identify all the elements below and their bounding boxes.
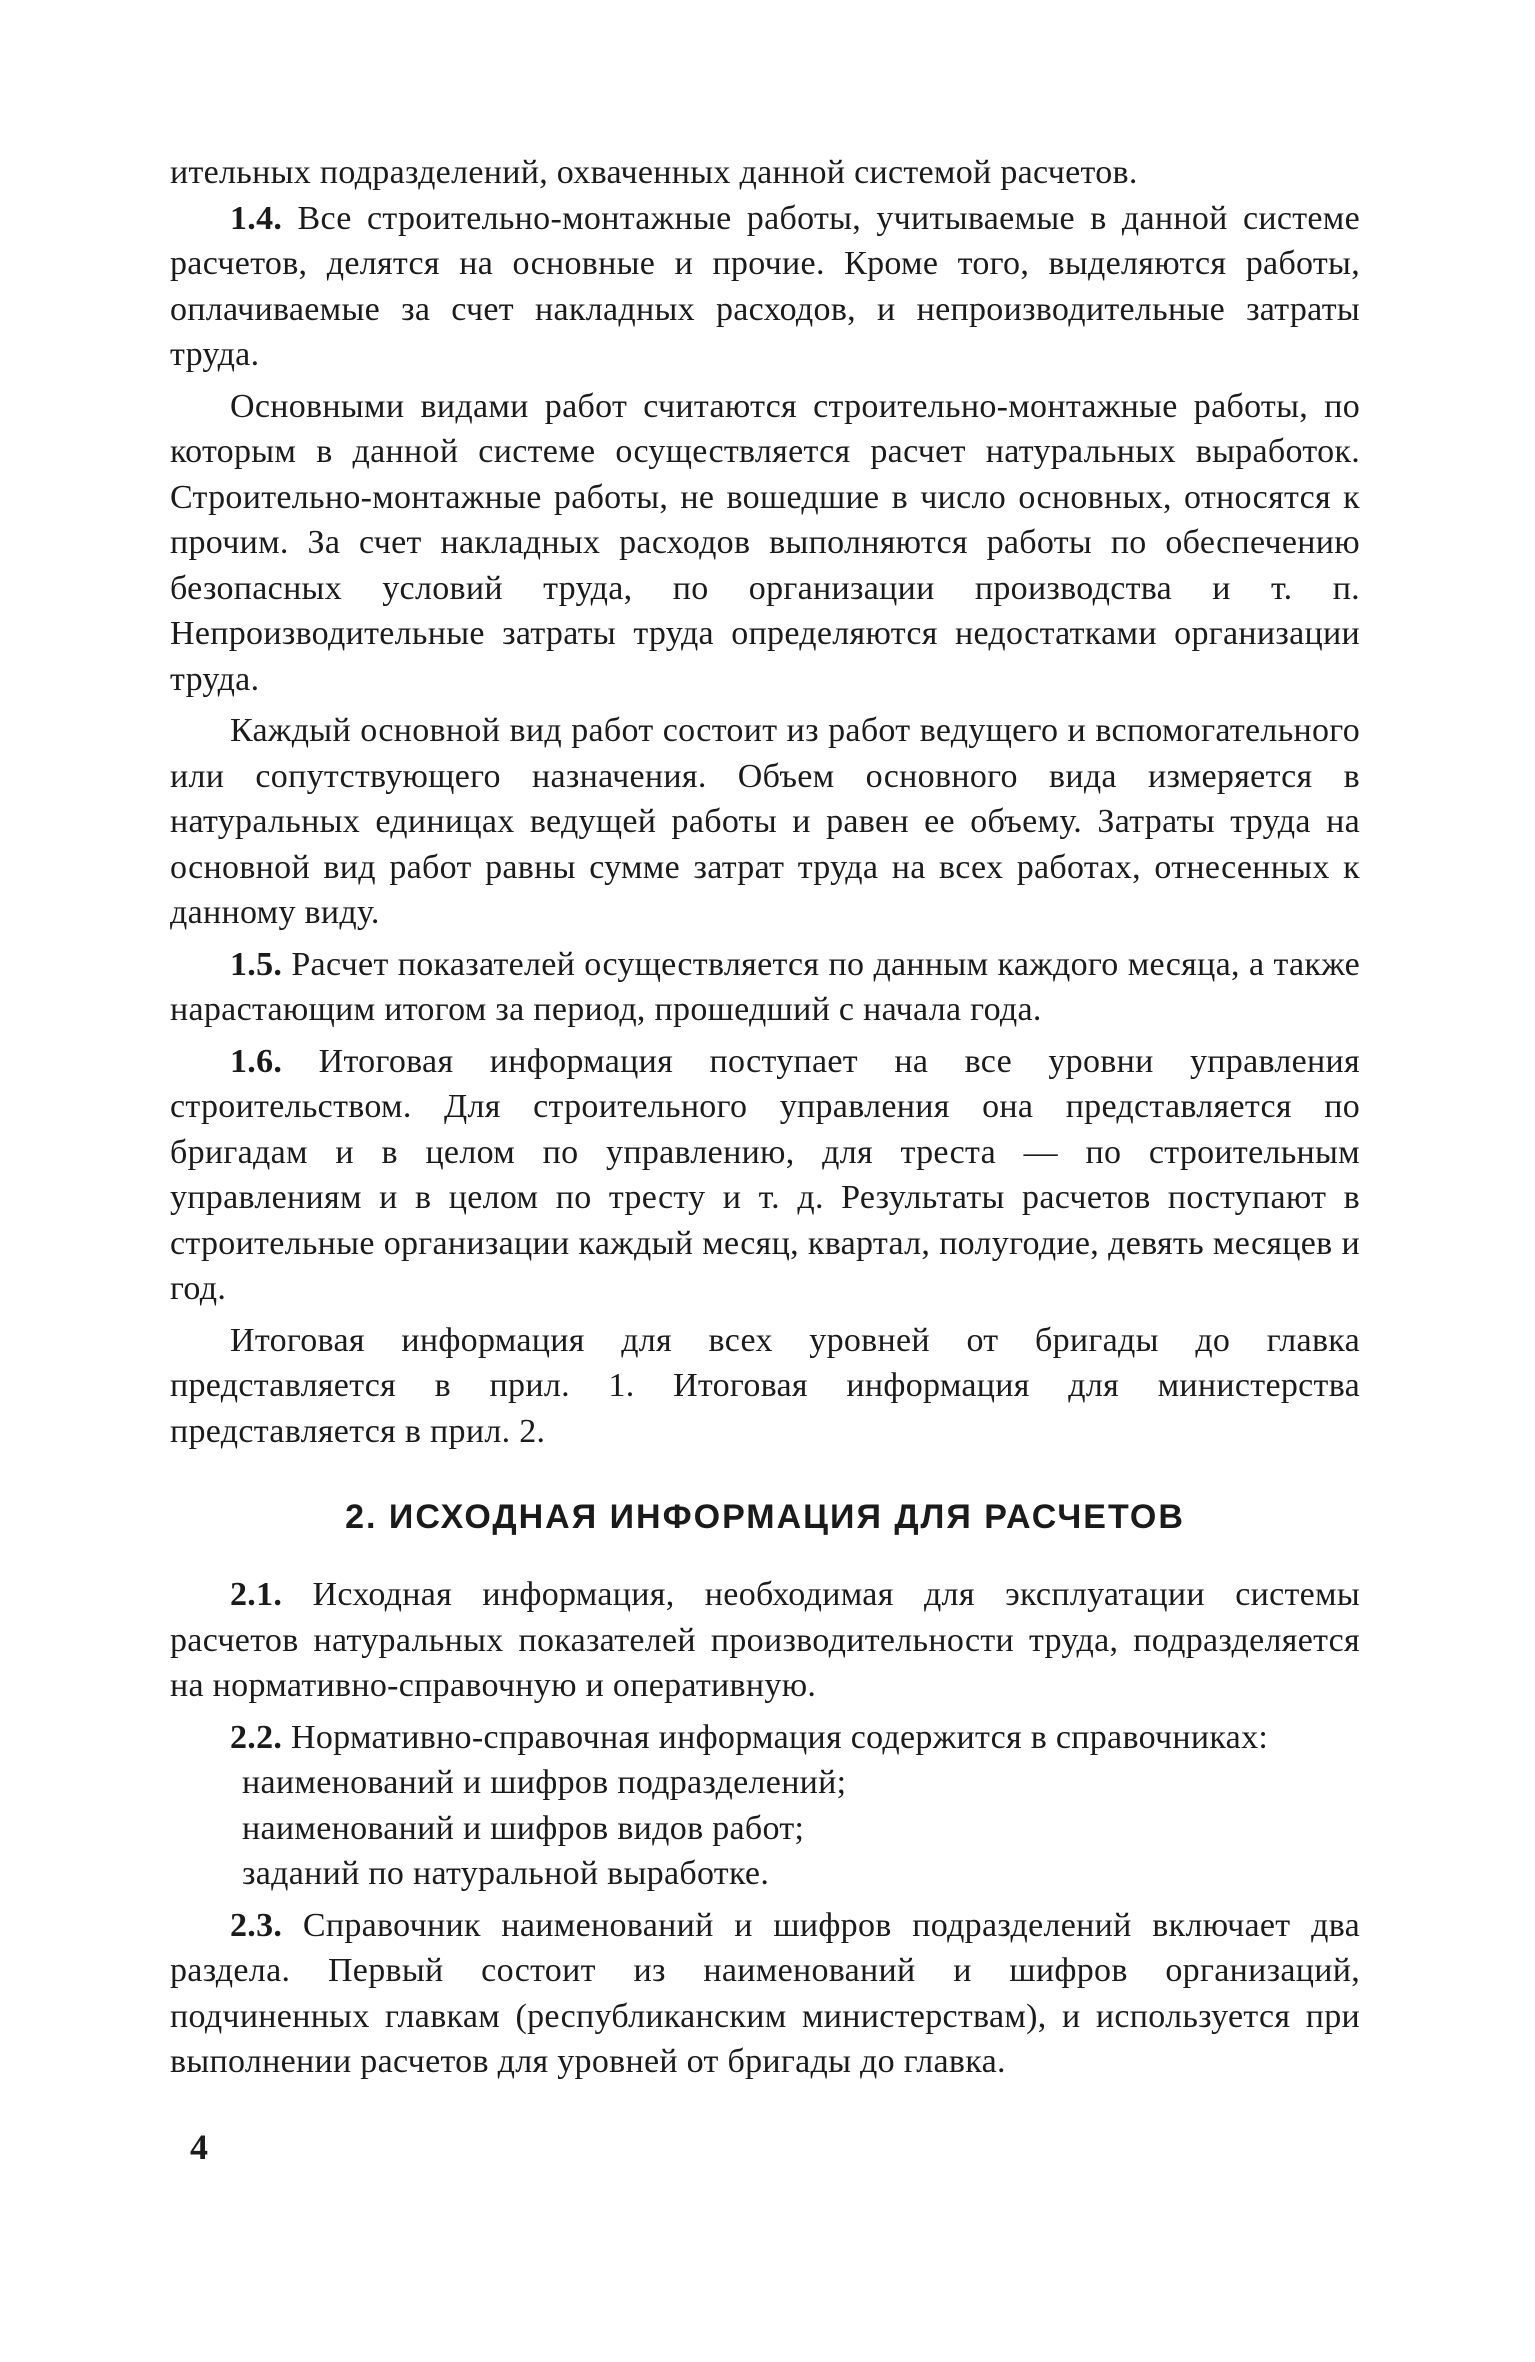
list-item: наименований и шифров подразделений;	[242, 1764, 847, 1801]
paragraph-1-6	[170, 1039, 1360, 1312]
paragraph-text: Справочник наименований и шифров подразделений включает два раздела. Первый состоит из наименований и шифров организаций, подчиненных главкам (республиканским министерствам), и используется при выполнении расчетов для уровней от бригады до главка.	[170, 1906, 1360, 2080]
paragraph-text: Итоговая информация поступает на все уровни управления строительством. Для строительного управления она представляется по бригадам и в целом по управлению, для треста — по строительным управлениям и в целом по тресту и т. д. Результаты расчетов поступают в строительные организации каждый месяц, квартал, полугодие, девять месяцев и год.	[170, 1042, 1360, 1307]
paragraph-text: Расчет показателей осуществляется по данным каждого месяца, а также нарастающим итогом за период, прошедший с начала года.	[170, 945, 1360, 1028]
paragraph-work-composition	[170, 708, 1360, 936]
paragraph-text: Нормативно-справочная информация содержится в справочниках:	[291, 1718, 1269, 1756]
paragraph-text: Исходная информация, необходимая для эксплуатации системы расчетов натуральных показателей производительности труда, подразделяется на нормативно-справочную и оперативную.	[170, 1576, 1360, 1704]
paragraph-text: Все строительно-монтажные работы, учитываемые в данной системе расчетов, делятся на основные и прочие. Кроме того, выделяются работы, оплачиваемые за счет накладных расходов, и непроизводительные затраты труда.	[170, 199, 1360, 373]
paragraph-2-3	[170, 1903, 1360, 2085]
section-number: 2.1.	[230, 1576, 283, 1613]
paragraph-text: ительных подразделений, охваченных данной системой расчетов.	[170, 154, 1138, 191]
paragraph-summary-info	[170, 1318, 1360, 1455]
page-number: 4	[190, 2127, 208, 2167]
section-number: 1.6.	[230, 1042, 283, 1080]
section-number: 1.4.	[230, 199, 283, 237]
paragraph-2-2	[170, 1715, 1360, 1761]
paragraph-text: Основными видами работ считаются строительно-монтажные работы, по которым в данной системе осуществляется расчет натуральных выработок. Строительно-монтажные работы, не вошедшие в число основных, относятся к прочим. За счет накладных расходов выполняются работы по обеспечению безопасных условий труда, по организации производства и т. п. Непроизводительные затраты труда определяются недостатками организации труда.	[170, 387, 1360, 698]
list-item: наименований и шифров видов работ;	[242, 1809, 805, 1847]
section-heading: 2. ИСХОДНАЯ ИНФОРМАЦИЯ ДЛЯ РАСЧЕТОВ	[345, 1498, 1185, 1536]
paragraph-main-work-types	[170, 384, 1360, 703]
paragraph-text: Каждый основной вид работ состоит из работ ведущего и вспомогательного или сопутствующего назначения. Объем основного вида измеряется в натуральных единицах ведущей работы и равен ее объему. Затраты труда на основной вид работ равны сумме затрат труда на всех работах, отнесенных к данному виду.	[170, 712, 1360, 931]
paragraph-1-4	[170, 196, 1360, 378]
paragraph-opening	[170, 150, 1360, 196]
list-item: заданий по натуральной выработке.	[242, 1855, 770, 1892]
paragraph-2-1	[170, 1572, 1360, 1709]
section-number: 1.5.	[230, 945, 283, 983]
section-number: 2.2.	[230, 1718, 283, 1756]
document-page	[170, 150, 1360, 2085]
section-number: 2.3.	[230, 1906, 283, 1944]
paragraph-1-5	[170, 942, 1360, 1033]
paragraph-text: Итоговая информация для всех уровней от бригады до главка представляется в прил. 1. Итоговая информация для министерства представляется в прил. 2.	[170, 1321, 1360, 1450]
